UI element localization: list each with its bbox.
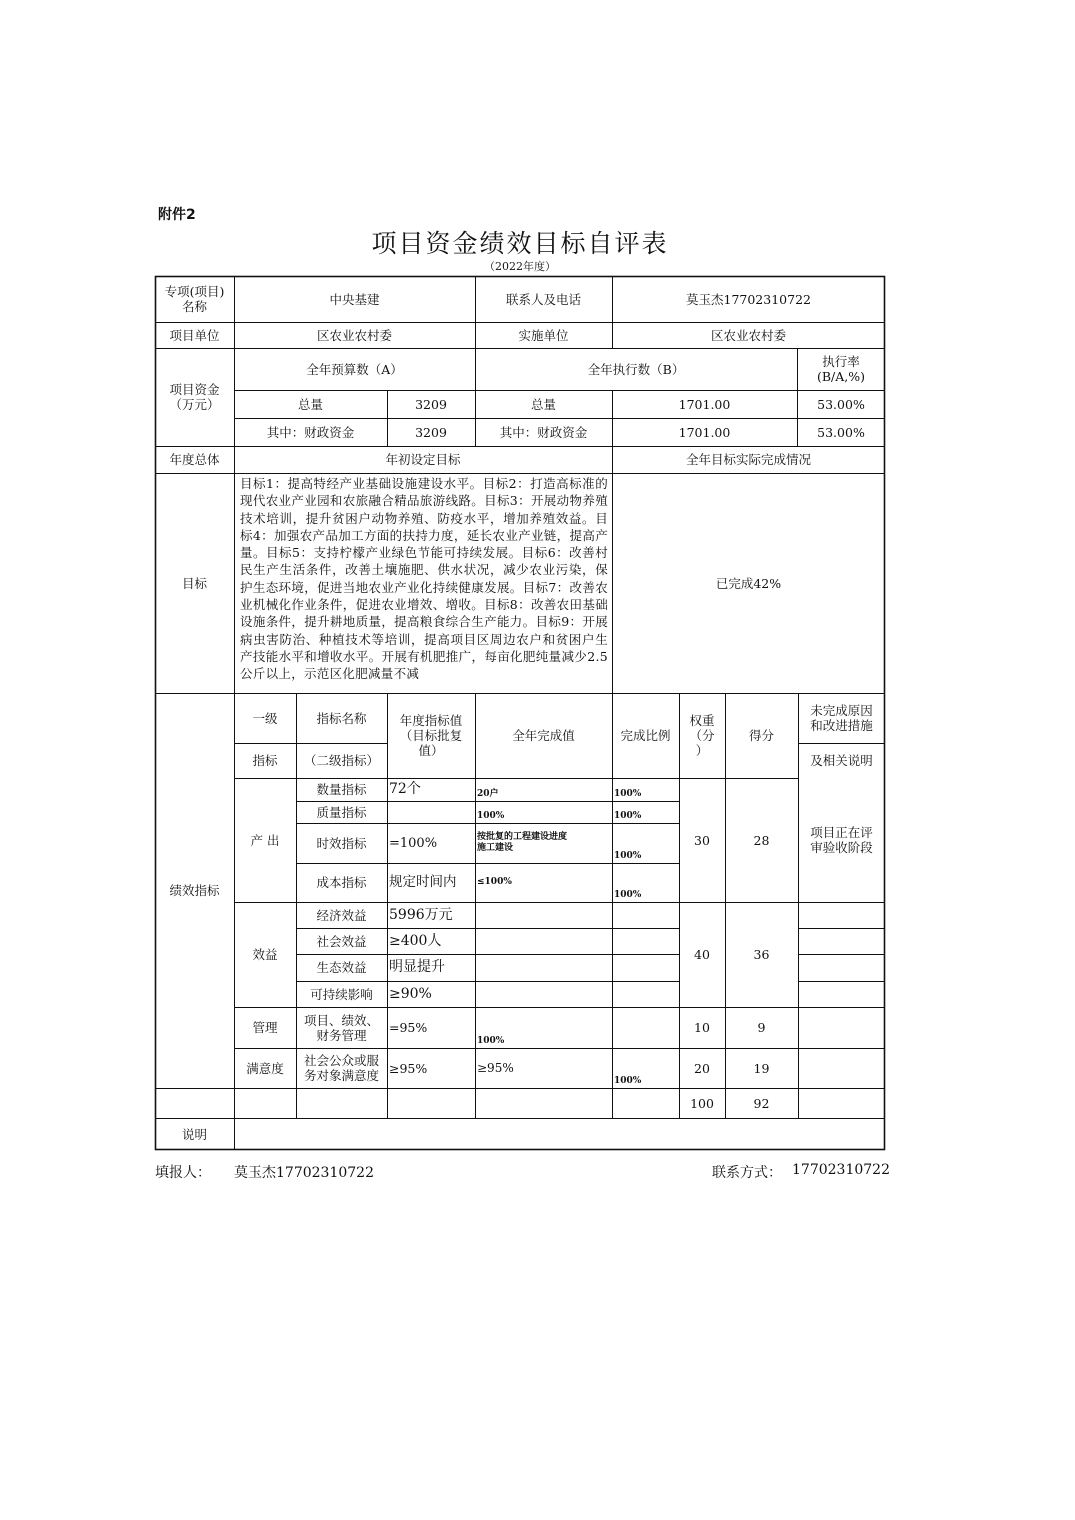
output-row-name: 成本指标	[316, 875, 367, 890]
h-score: 得分	[748, 728, 774, 743]
goal-text: 目标1：提高特经产业基础设施建设水平。目标2：打造高标准的现代农业产业园和农旅融合精品旅游线路。目标3：开展动物养殖技术培训，提升贫困户动物养殖、防疫水平，增加养殖效益。目标4：加强农产品加工方面的扶持力度，延长农业产业链，提高产量。目标5：支持柠檬产业绿色节能可持续发展。目标6：改善村民生产生活条件，改善土壤施肥、供水状况，减少农业污染，保护生态环境，促进当地农业产业化持续健康发展。目标7：改善农业机械化作业条件，促进农业增效、增收。目标8：改善农田基础设施条件，提升耕地质量，提高粮食综合生产能力。目标9：开展病虫害防治、种植技术等培训，提高项目区周边农户和贫困户生产技能水平和增收水平。开展有机肥推广，每亩化肥纯量减少2.5公斤以上，示范区化肥减量不减	[240, 476, 608, 682]
fiscal-exec-label: 其中：财政资金	[499, 424, 588, 440]
output-row-target: 72个	[389, 781, 421, 797]
actual-label: 全年目标实际完成情况	[685, 452, 811, 467]
total-rate: 53.00%	[817, 396, 865, 412]
benefit-row-name: 生态效益	[316, 960, 367, 975]
contact-label: 联系人及电话	[505, 291, 581, 307]
output-row-done: 20户	[477, 789, 499, 799]
rate-label: 执行率 (B/A,%)	[816, 354, 866, 384]
output-row-ratio: 100%	[614, 890, 642, 900]
h-weight: 权重 （分 ）	[689, 713, 715, 758]
total-exec-label: 总量	[530, 396, 556, 412]
output-row-name: 时效指标	[316, 835, 367, 851]
benefit-row-name: 经济效益	[316, 907, 367, 923]
sat-score: 19	[753, 1060, 770, 1076]
h-annual: 年度指标值 （目标批复 值）	[399, 713, 463, 758]
output-row-target: =100%	[389, 835, 438, 851]
mgmt-weight: 10	[694, 1020, 710, 1035]
contact-value: 莫玉杰17702310722	[686, 291, 811, 307]
funds-label: 项目资金 （万元）	[169, 382, 220, 412]
benefit-row-name: 社会效益	[316, 933, 367, 949]
mgmt-target: =95%	[389, 1020, 428, 1035]
sat-ratio: 100%	[614, 1076, 642, 1086]
goal-label: 目标	[181, 575, 207, 591]
h-complete: 全年完成值	[512, 728, 575, 743]
h-reason-a: 未完成原因 和改进措施	[810, 703, 873, 733]
h-level1-a: 一级	[252, 710, 278, 726]
filler-label: 填报人：	[155, 1165, 211, 1181]
remark-label: 说明	[181, 1126, 207, 1142]
initial-goal-label: 年初设定目标	[385, 452, 461, 467]
annual-label: 年度总体	[169, 452, 220, 467]
output-row-ratio: 100%	[614, 789, 642, 799]
total-exec: 1701.00	[678, 396, 731, 412]
mgmt-done: 100%	[477, 1036, 505, 1046]
filler-value: 莫玉杰17702310722	[234, 1165, 374, 1181]
project-name-value: 中央基建	[329, 291, 380, 307]
output-row-target	[387, 801, 475, 823]
output-row-name: 数量指标	[316, 782, 367, 797]
h-name-b: （二级指标）	[303, 753, 379, 768]
fiscal-exec: 1701.00	[678, 424, 731, 440]
perf-label: 绩效指标	[169, 883, 220, 898]
actual-value: 已完成42%	[715, 575, 782, 591]
output-weight: 30	[694, 832, 710, 848]
attachment-label: 附件2	[158, 207, 196, 223]
benefit-weight: 40	[694, 947, 710, 962]
unit-value: 区农业农村委	[316, 327, 392, 343]
sat-label: 满意度	[246, 1060, 284, 1076]
fiscal-label: 其中：财政资金	[266, 424, 355, 440]
impl-unit-value: 区农业农村委	[710, 327, 786, 343]
exec-label: 全年执行数（B）	[587, 361, 685, 377]
h-name-a: 指标名称	[316, 710, 367, 726]
total-weight: 100	[690, 1095, 714, 1111]
sat-done: ≥95%	[477, 1060, 514, 1075]
h-reason-b: 及相关说明	[810, 753, 873, 768]
impl-unit-label: 实施单位	[518, 327, 569, 343]
fiscal-rate: 53.00%	[817, 424, 865, 440]
fiscal-budget: 3209	[415, 424, 447, 440]
output-row-done: ≤100%	[477, 877, 512, 887]
h-ratio: 完成比例	[620, 728, 671, 743]
budget-label: 全年预算数（A）	[306, 361, 403, 377]
project-name-label: 专项(项目) 名称	[164, 284, 225, 314]
total-label: 总量	[297, 396, 323, 412]
output-row-name: 质量指标	[316, 804, 367, 820]
output-row-ratio: 100%	[614, 811, 642, 821]
total-score: 92	[753, 1095, 770, 1111]
benefit-row-name: 可持续影响	[310, 986, 373, 1002]
total-budget: 3209	[415, 396, 447, 412]
benefit-score: 36	[753, 947, 770, 962]
page-title: 项目资金绩效目标自评表	[371, 229, 669, 258]
benefit-row-target: 5996万元	[389, 906, 453, 923]
sat-weight: 20	[694, 1060, 710, 1076]
output-row-done: 100%	[477, 811, 505, 821]
output-row-ratio: 100%	[614, 851, 642, 861]
benefit-row-target: ≥400人	[389, 932, 442, 949]
year-label: （2022年度）	[484, 260, 556, 273]
output-reason: 项目正在评 审验收阶段	[810, 825, 873, 855]
h-level1-b: 指标	[252, 753, 278, 768]
benefit-row-target: ≥90%	[389, 985, 432, 1002]
output-score: 28	[753, 832, 770, 848]
sat-target: ≥95%	[389, 1060, 428, 1076]
output-label: 产 出	[250, 832, 280, 848]
unit-label: 项目单位	[169, 327, 220, 343]
output-row-target: 规定时间内	[389, 874, 457, 890]
sat-name: 社会公众或服 务对象满意度	[303, 1053, 379, 1083]
benefit-label: 效益	[252, 947, 278, 962]
mgmt-score: 9	[757, 1020, 766, 1035]
footer-contact-value: 17702310722	[792, 1162, 890, 1178]
footer-contact-label: 联系方式：	[712, 1165, 782, 1181]
output-row-done: 按批复的工程建设进度 施工建设	[477, 832, 568, 853]
mgmt-label: 管理	[252, 1020, 278, 1035]
benefit-row-target: 明显提升	[389, 959, 445, 975]
mgmt-name: 项目、绩效、 财务管理	[303, 1012, 379, 1043]
